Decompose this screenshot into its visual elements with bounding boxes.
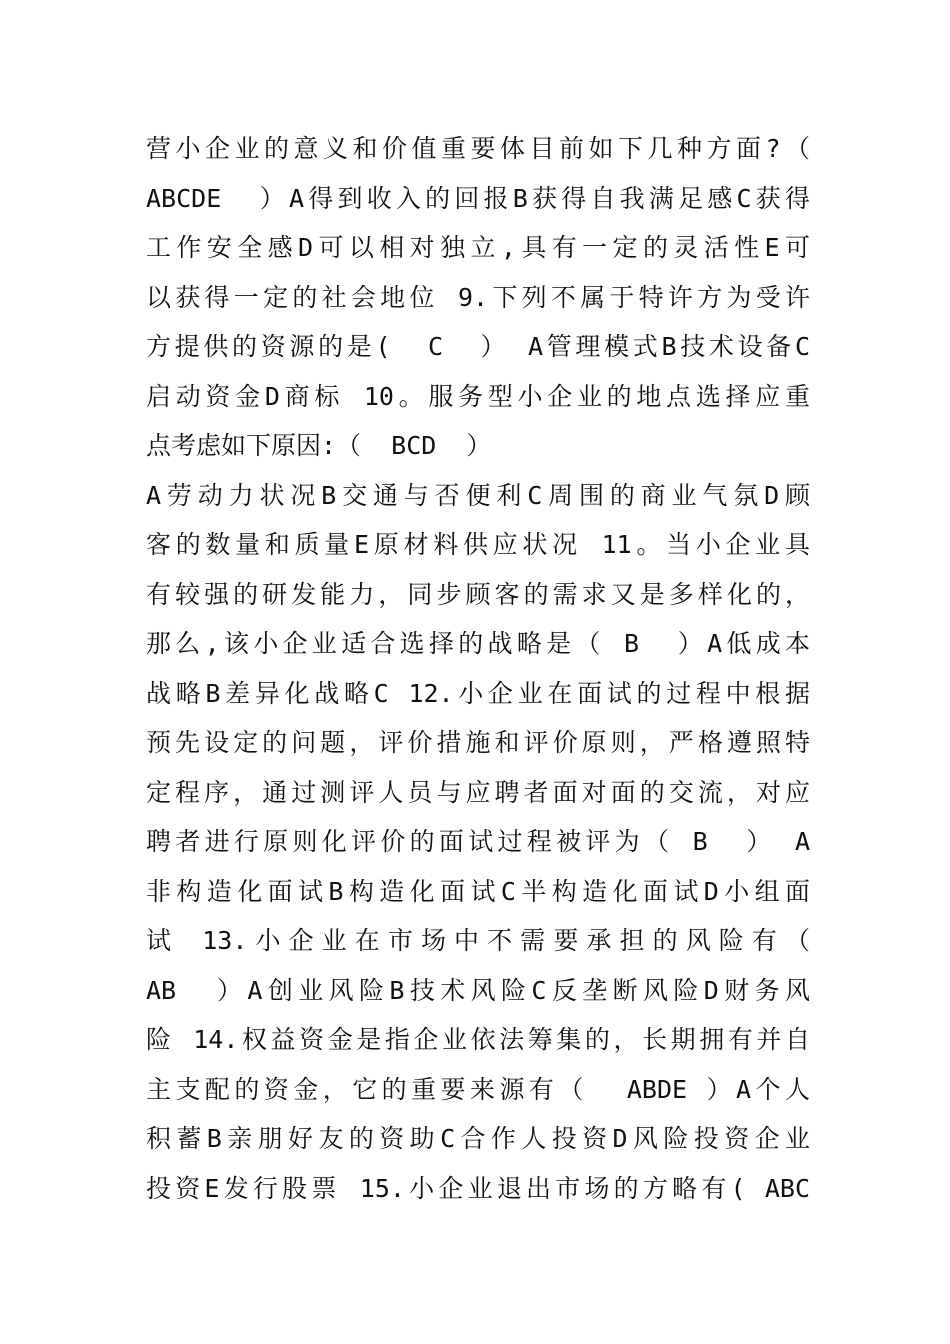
- text-line: 定程序，通过测评人员与应聘者面对面的交流，对应: [146, 777, 810, 807]
- text-line: 积蓄B亲朋好友的资助C合作人投资D风险投资企业: [146, 1124, 810, 1153]
- text-line: 预先设定的问题，评价措施和评价原则，严格遵照特: [146, 728, 810, 757]
- text-line: AB ）A创业风险B技术风险C反垄断风险D财务风: [146, 975, 810, 1005]
- text-line: 聘者进行原则化评价的面试过程被评为（ B ） A: [146, 827, 810, 856]
- text-line: 那么,该小企业适合选择的战略是（ B ）A低成本: [146, 629, 810, 658]
- text-line: 客的数量和质量E原材料供应状况 11。当小企业具: [146, 530, 810, 559]
- text-line: 以获得一定的社会地位 9.下列不属于特许方为受许: [146, 282, 810, 312]
- text-line: 战略B差异化战略C 12.小企业在面试的过程中根据: [146, 678, 810, 708]
- text-line: 营小企业的意义和价值重要体目前如下几种方面?（: [146, 134, 810, 163]
- text-line: 启动资金D商标 10。服务型小企业的地点选择应重: [146, 381, 810, 411]
- text-line: 有较强的研发能力，同步顾客的需求又是多样化的，: [146, 579, 810, 609]
- text-line: 方提供的资源的是( C ） A管理模式B技术设备C: [146, 332, 810, 361]
- text-line: 试 13.小企业在市场中不需要承担的风险有（: [146, 926, 810, 955]
- text-line: 工作安全感D可以相对独立,具有一定的灵活性E可: [146, 233, 810, 262]
- text-line: A劳动力状况B交通与否便利C周围的商业气氛D顾: [146, 480, 810, 510]
- text-line: ABCDE ）A得到收入的回报B获得自我满足感C获得: [146, 183, 810, 213]
- body-text: [146, 124, 810, 1213]
- text-line: 投资E发行股票 15.小企业退出市场的方略有( ABC: [146, 1173, 810, 1203]
- text-line: 点考虑如下原因:（ BCD ）: [146, 431, 492, 460]
- text-line: 主支配的资金，它的重要来源有（ ABDE ）A个人: [146, 1074, 810, 1104]
- text-line: 非构造化面试B构造化面试C半构造化面试D小组面: [146, 876, 810, 906]
- text-line: 险 14.权益资金是指企业依法筹集的，长期拥有并自: [146, 1025, 810, 1054]
